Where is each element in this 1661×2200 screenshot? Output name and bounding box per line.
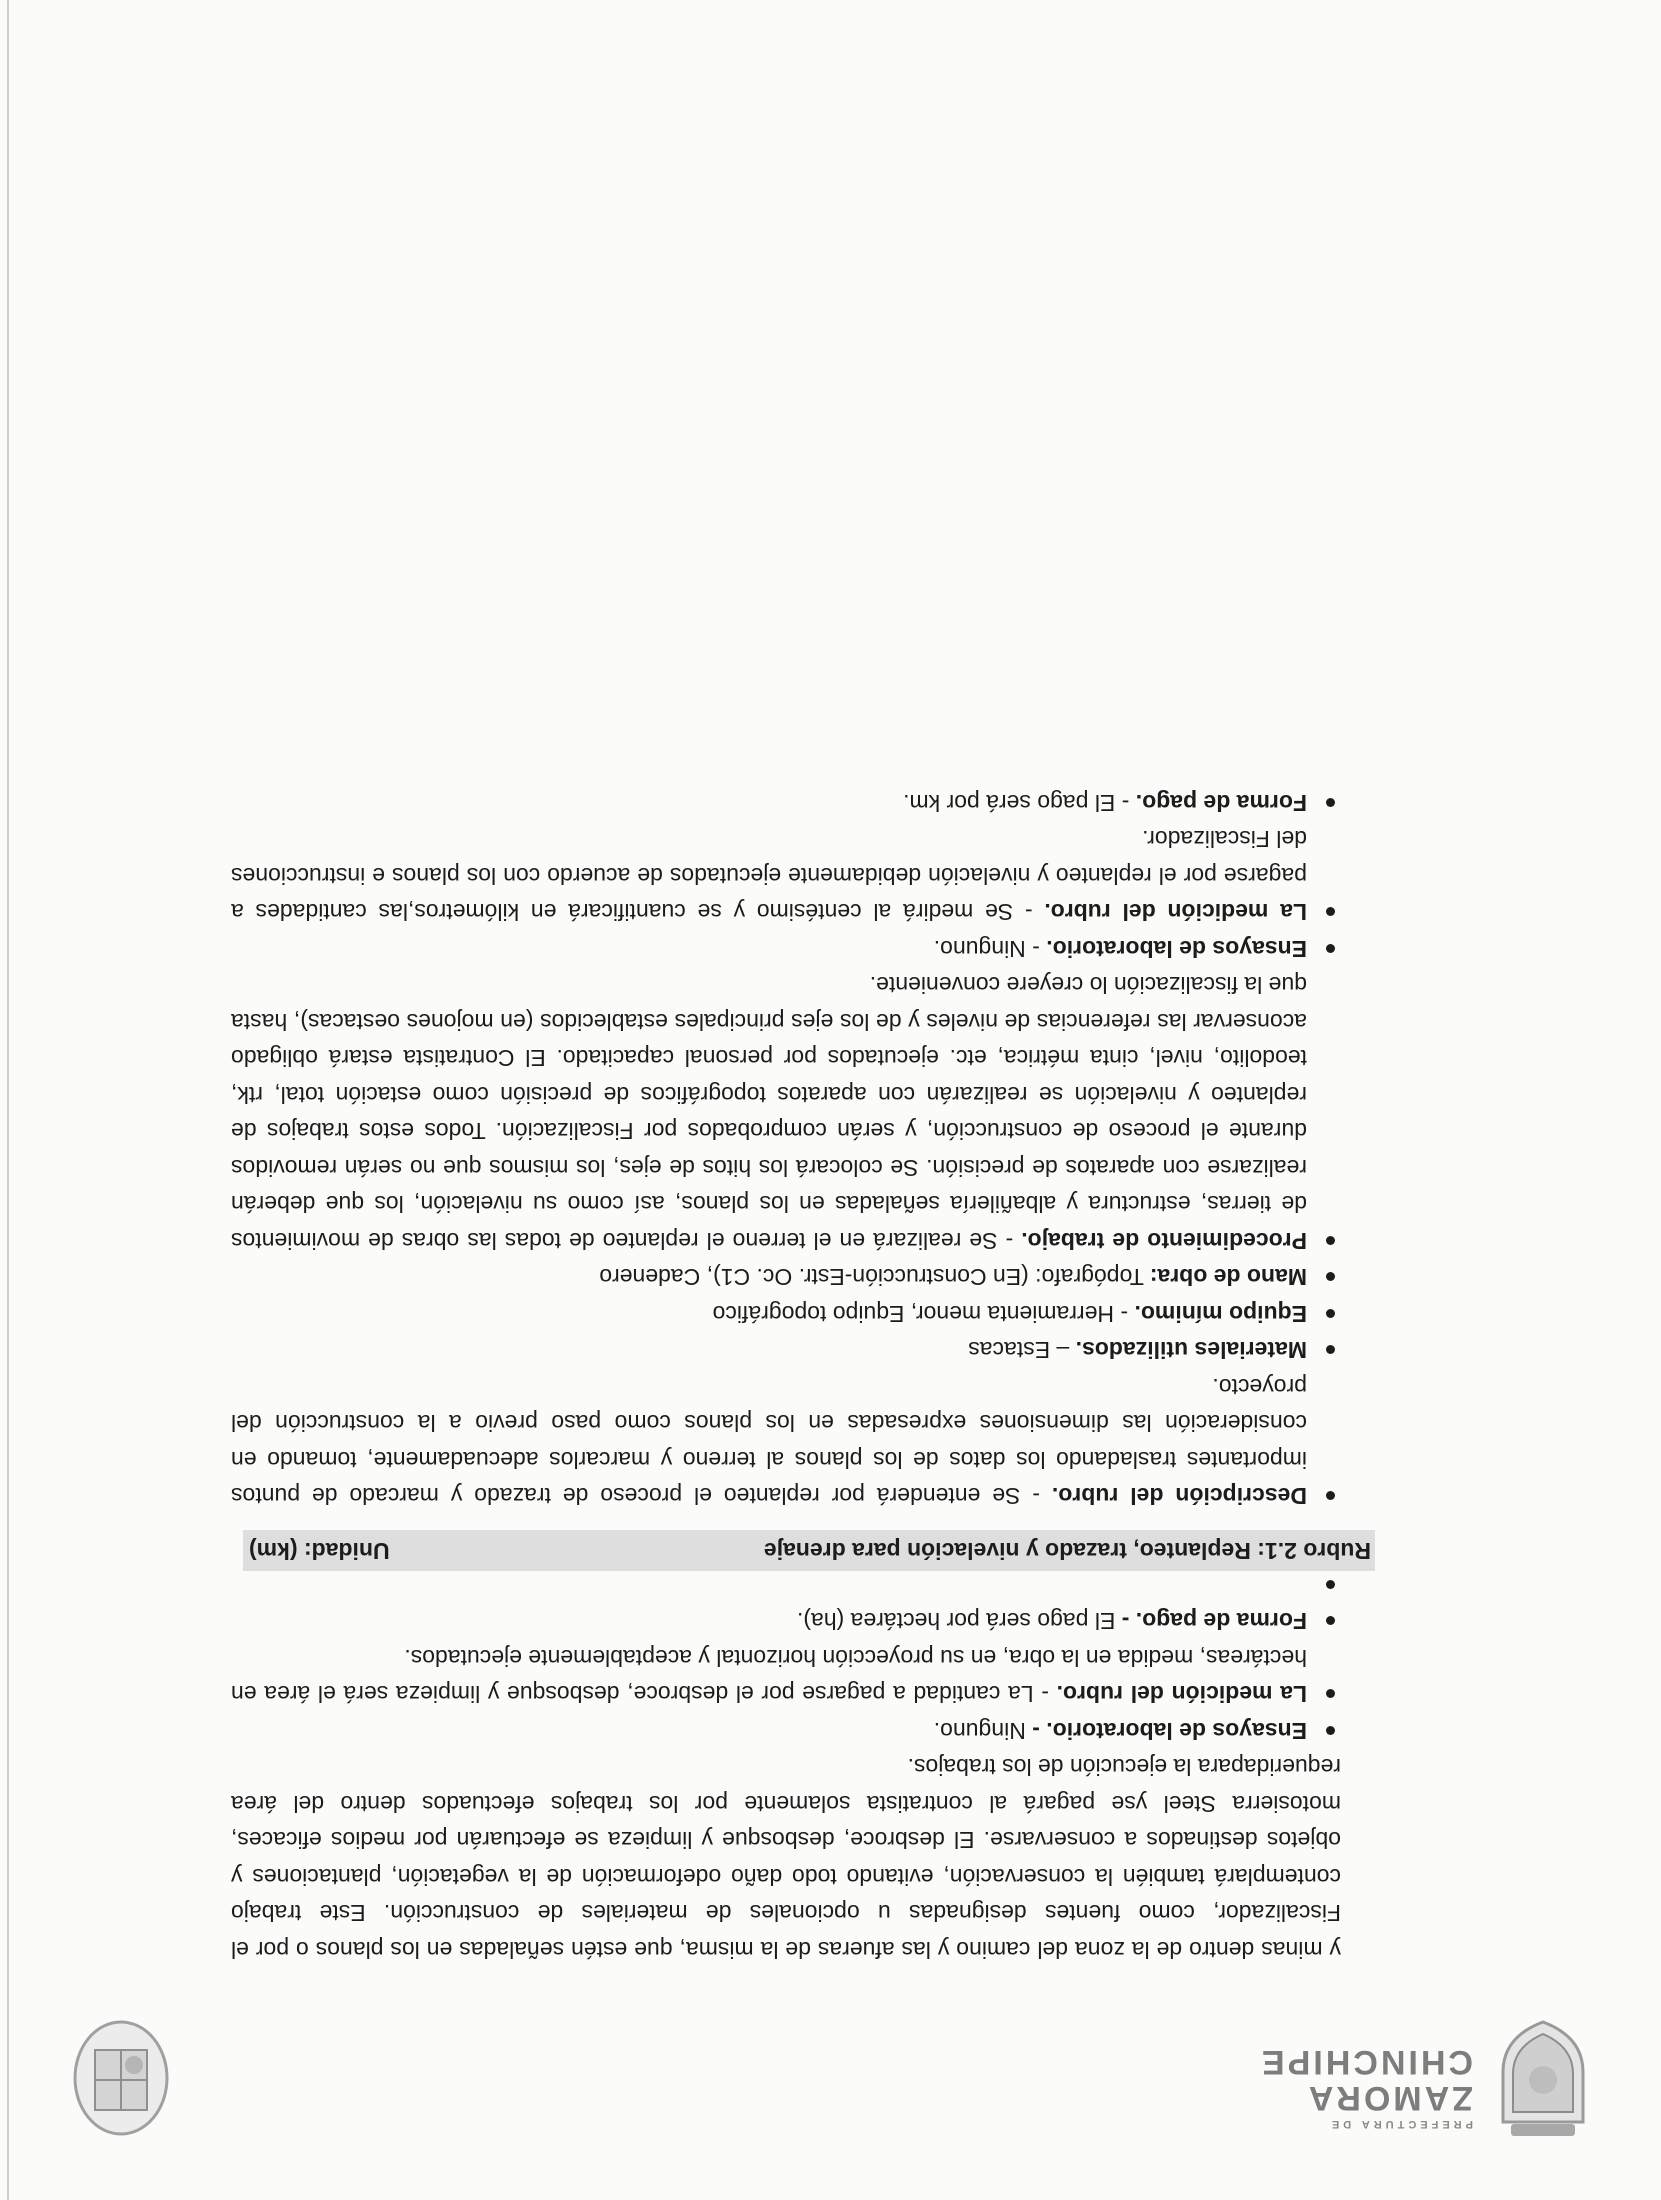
list-item-label: Ensayos de laboratorio. (1046, 936, 1307, 962)
list-item-text: - Herramienta menor, Equipo topográfico (712, 1301, 1135, 1327)
list-item-text: Topógrafo: (En Construcción-Estr. Oc. C1), Cadenero (599, 1264, 1150, 1291)
brand-small-label: PREFECTURA DE (1327, 2118, 1473, 2130)
rubro-heading-bar (243, 1531, 1375, 1572)
list-item-label: Ensayos de laboratorio. - (1032, 1718, 1307, 1744)
prefecture-crest-logo (1493, 2018, 1593, 2142)
list-item-label: Mano de obra: (1149, 1264, 1307, 1291)
list-item-descripcion (231, 1369, 1341, 1515)
document-body (231, 785, 1371, 1969)
list-item-pago-1 (231, 1603, 1341, 1640)
rubro-title: Rubro 2.1: Replanteo, trazado y nivelación para drenaje (763, 1538, 1371, 1564)
continued-paragraph: y minas dentro de la zona del camino y las afueras de la misma, que estén señaladas en los planos o por el Fiscalizador, como fuentes designadas u opcionales de materiales de construcción. Este trabajo contemplará también la conservación, evitando todo daño odeformación de la vegetación, plantaciones y objetos destinados a conservarse. El desbroce, desbosque y limpieza se efectuarán por medios eficaces, motosierra Steel yse pagará al contratista solamente por los trabajos efectuados dentro del área requeridapara la ejecución de los trabajos. (231, 1754, 1341, 1963)
list-item-ensayos-1 (231, 1713, 1341, 1750)
list-item-text: – Estacas (968, 1337, 1076, 1364)
municipal-emblem-logo (69, 2016, 173, 2140)
list-item-procedimiento (231, 967, 1341, 1259)
brand-name-line1: ZAMORA (1305, 2079, 1473, 2117)
list-item-text: - Se entenderá por replanteo el proceso de trazado y marcado de puntos importantes trasladando los datos de los planos al terreno y marcarlos adecuadamente, tomando en consideración las dimensiones expresadas en los planos como paso previo a la construcción del proyecto. (231, 1374, 1307, 1510)
list-item-label: Forma de pago. (1135, 790, 1307, 816)
letterhead (73, 2012, 1593, 2142)
list-item-text: - La cantidad a pagarse por el desbroce, desbosque y limpieza será el área en hectáreas, medida en la obra, en su proyección horizontal y aceptablemente ejecutados. (231, 1645, 1307, 1708)
list-item-equipo (231, 1296, 1341, 1333)
list-item-label: Descripción del rubro. (1051, 1483, 1307, 1510)
list-item-text: El pago será por hectárea (ha). (796, 1608, 1122, 1635)
list-item-text: - Ninguno. (933, 936, 1047, 962)
list-item-label: La medición del rubro. (1044, 899, 1307, 926)
list-item-label: Equipo mínimo. (1134, 1301, 1307, 1327)
list-item-pago-2 (231, 785, 1341, 822)
list-item-text: - Se realizará en el terreno el replanteo de todas las obras de movimientos de tierras, estructura y albañilería señaladas en los planos, así como su nivelación, los que deberán realizarse con aparatos de precisión. Se colocará los hitos de ejes, los mismos que no serán removidos durante el proceso de construcción, y serán comprobados por Fiscalización. Todos estos trabajos de replanteo y nivelación se realizarán con aparatos topográficos de precisión como estación total, rtk, teodolito, nivel, cinta métrica, etc. ejecutados por personal capacitado. El Contratista estará obligado aconservar las referencias de niveles y de los ejes principales establecidos (en mojones oestacas), hasta que la fiscalización lo creyere conveniente. (231, 972, 1307, 1254)
list-item-mano-de-obra (231, 1259, 1341, 1296)
scan-edge-line (7, 0, 9, 2200)
list-item-materiales (231, 1332, 1341, 1369)
brand-name-line2: CHINCHIPE (1258, 2043, 1473, 2081)
rubro-unit: Unidad: (km) (249, 1538, 390, 1564)
list-item-text: Ninguno. (933, 1718, 1033, 1744)
list-item-text: - El pago será por km. (903, 790, 1136, 816)
list-item-medicion-2 (231, 821, 1341, 931)
list-item-ensayos-2 (231, 931, 1341, 968)
list-item-label: Materiales utilizados. (1075, 1337, 1307, 1364)
list-item-label: Procedimiento de trabajo. (1021, 1228, 1307, 1254)
list-item-empty (231, 1581, 1341, 1603)
list-item-medicion-1 (231, 1640, 1341, 1713)
list-item-text: - Se medirá al centésimo y se cuantificará en kilómetros,las cantidades a pagarse por el replanteo y nivelación debidamente ejecutados de acuerdo con los planos e instrucciones del Fiscalizador. (231, 826, 1307, 926)
list-item-label: La medición del rubro. (1056, 1681, 1307, 1708)
list-item-label: Forma de pago. - (1121, 1608, 1307, 1635)
